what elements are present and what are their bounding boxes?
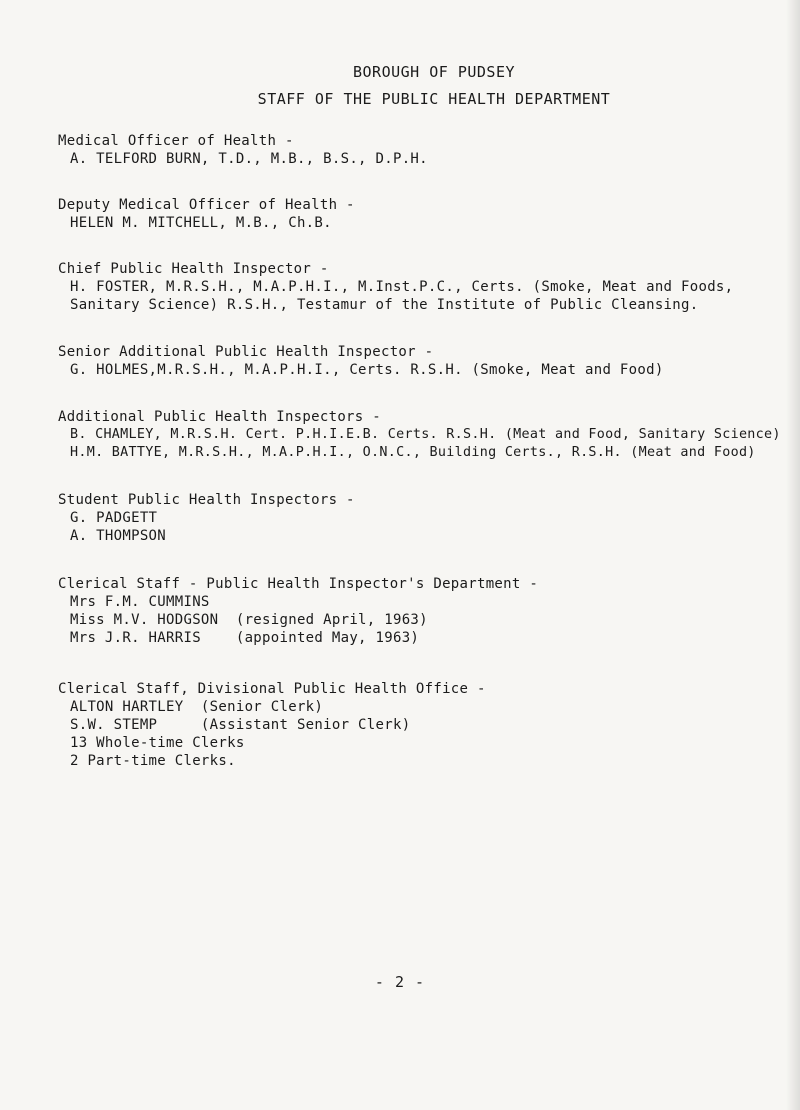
borough-title: BOROUGH OF PUDSEY bbox=[352, 63, 516, 81]
section-heading: Clerical Staff, Divisional Public Health Office - bbox=[58, 681, 486, 697]
page-edge-shadow bbox=[786, 0, 800, 1110]
section-heading: Clerical Staff - Public Health Inspector's Department - bbox=[58, 576, 539, 592]
section-heading: Chief Public Health Inspector - bbox=[58, 261, 329, 277]
clerical-inspectors-dept-section bbox=[58, 575, 778, 647]
staff-line: HELEN M. MITCHELL, M.B., Ch.B. bbox=[70, 215, 332, 231]
staff-line: B. CHAMLEY, M.R.S.H. Cert. P.H.I.E.B. Certs. R.S.H. (Meat and Food, Sanitary Science) bbox=[70, 427, 781, 442]
section-heading: Deputy Medical Officer of Health - bbox=[58, 197, 355, 213]
staff-line: A. THOMPSON bbox=[70, 528, 167, 544]
clerical-divisional-office-section bbox=[58, 680, 778, 770]
staff-line: ALTON HARTLEY (Senior Clerk) bbox=[70, 699, 324, 715]
staff-line: 13 Whole-time Clerks bbox=[70, 735, 245, 751]
deputy-medical-officer-section bbox=[58, 196, 778, 232]
staff-line: G. PADGETT bbox=[70, 510, 158, 526]
page-number: - 2 - bbox=[374, 973, 426, 991]
staff-line: H. FOSTER, M.R.S.H., M.A.P.H.I., M.Inst.P.C., Certs. (Smoke, Meat and Foods, bbox=[70, 279, 734, 295]
additional-inspectors-section bbox=[58, 408, 781, 462]
staff-line: Sanitary Science) R.S.H., Testamur of the Institute of Public Cleansing. bbox=[70, 297, 699, 313]
student-inspectors-section bbox=[58, 491, 778, 545]
medical-officer-section bbox=[58, 132, 778, 168]
staff-line: G. HOLMES,M.R.S.H., M.A.P.H.I., Certs. R.S.H. (Smoke, Meat and Food) bbox=[70, 362, 664, 378]
chief-inspector-section bbox=[58, 260, 778, 314]
staff-line: Mrs J.R. HARRIS (appointed May, 1963) bbox=[70, 630, 420, 646]
staff-line: Mrs F.M. CUMMINS bbox=[70, 594, 210, 610]
section-heading: Student Public Health Inspectors - bbox=[58, 492, 355, 508]
staff-line: Miss M.V. HODGSON (resigned April, 1963) bbox=[70, 612, 428, 628]
staff-line: H.M. BATTYE, M.R.S.H., M.A.P.H.I., O.N.C., Building Certs., R.S.H. (Meat and Food) bbox=[70, 445, 756, 460]
department-title: STAFF OF THE PUBLIC HEALTH DEPARTMENT bbox=[257, 90, 611, 108]
staff-line: S.W. STEMP (Assistant Senior Clerk) bbox=[70, 717, 411, 733]
staff-line: 2 Part-time Clerks. bbox=[70, 753, 236, 769]
section-heading: Senior Additional Public Health Inspector - bbox=[58, 344, 434, 360]
section-heading: Medical Officer of Health - bbox=[58, 133, 294, 149]
senior-inspector-section bbox=[58, 343, 778, 379]
section-heading: Additional Public Health Inspectors - bbox=[58, 409, 381, 425]
staff-line: A. TELFORD BURN, T.D., M.B., B.S., D.P.H. bbox=[70, 151, 428, 167]
